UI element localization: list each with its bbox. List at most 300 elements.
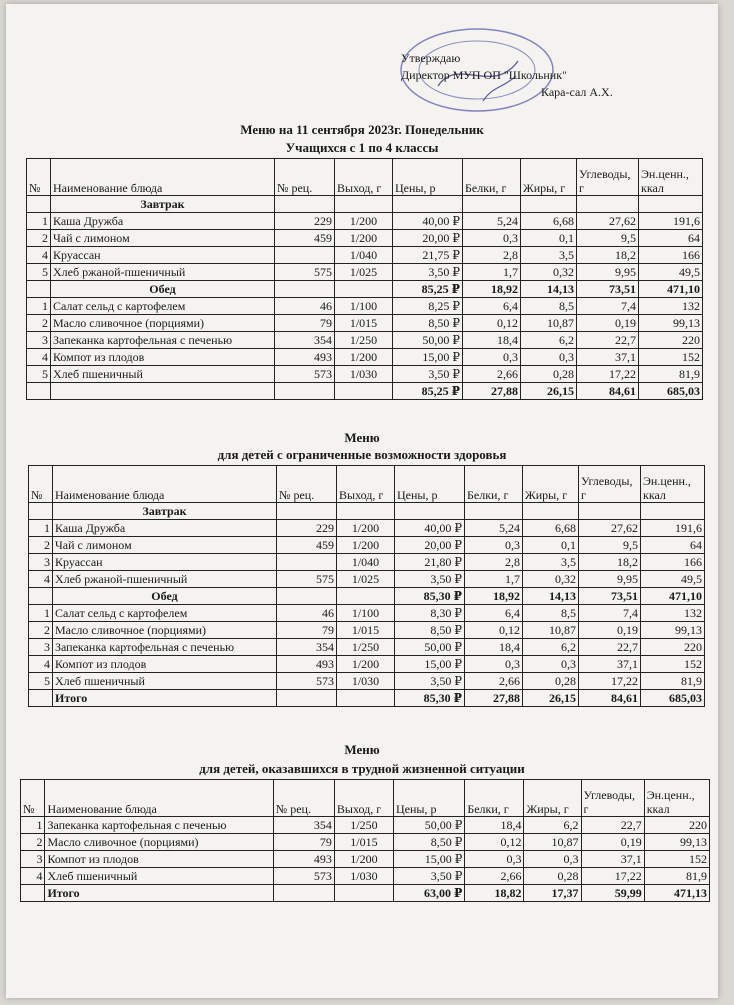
table-cell: 166	[641, 554, 705, 571]
table-cell: 220	[639, 332, 703, 349]
total-row-value: 26,15	[523, 690, 579, 707]
table-cell: 459	[275, 230, 335, 247]
table-cell	[277, 690, 337, 707]
column-header: Цены, р	[394, 780, 465, 817]
table-cell: 1/015	[335, 315, 393, 332]
total-row	[29, 690, 705, 707]
table-cell: 3,5	[521, 247, 577, 264]
table-cell: Запеканка картофельная с печенью	[53, 639, 277, 656]
table-cell: 229	[275, 213, 335, 230]
table-cell: 9,5	[579, 537, 641, 554]
table-row	[21, 834, 710, 851]
table-cell: 354	[275, 332, 335, 349]
table-cell: 0,3	[524, 851, 581, 868]
table-cell	[463, 196, 521, 213]
table-cell: Каша Дружба	[51, 213, 275, 230]
table-cell: 2,8	[465, 554, 523, 571]
table-cell: 9,95	[577, 264, 639, 281]
lunch-row-value: 18,92	[463, 281, 521, 298]
total-row-value: 685,03	[639, 383, 703, 400]
table-cell	[275, 281, 335, 298]
table-cell: 220	[644, 817, 709, 834]
total-row-value: 85,25 ₽	[393, 383, 463, 400]
total-row	[21, 885, 710, 902]
table-cell: Масло сливочное (порциями)	[45, 834, 273, 851]
table-cell: 152	[641, 656, 705, 673]
table-cell: 0,28	[523, 673, 579, 690]
table-cell: Хлеб пшеничный	[53, 673, 277, 690]
table-cell: 0,32	[523, 571, 579, 588]
section3-subtitle: для детей, оказавшихся в трудной жизненной ситуации	[199, 761, 525, 776]
column-header: Белки, г	[463, 159, 521, 196]
table-cell	[275, 196, 335, 213]
table-cell: 573	[273, 868, 334, 885]
table-cell: 10,87	[524, 834, 581, 851]
table-cell: 22,7	[579, 639, 641, 656]
lunch-row-label: Обед	[53, 588, 277, 605]
table-cell: 22,7	[581, 817, 644, 834]
table-cell: 6,2	[524, 817, 581, 834]
table-cell	[337, 690, 395, 707]
table-cell: 0,28	[521, 366, 577, 383]
table-cell: 2,8	[463, 247, 521, 264]
menu-table-2	[28, 465, 705, 707]
table-cell	[577, 196, 639, 213]
table-cell	[335, 196, 393, 213]
table-cell: 1/250	[337, 639, 395, 656]
table-row	[29, 605, 705, 622]
table-cell: Запеканка картофельная с печенью	[45, 817, 273, 834]
table-cell: 7,4	[577, 298, 639, 315]
total-row-label: Итого	[45, 885, 273, 902]
table-cell: 1	[27, 213, 51, 230]
table-cell	[275, 247, 335, 264]
table-cell: Хлеб пшеничный	[51, 366, 275, 383]
table-row	[27, 264, 703, 281]
table-cell: 20,00 ₽	[395, 537, 465, 554]
table-cell: 5,24	[463, 213, 521, 230]
table-cell: 40,00 ₽	[393, 213, 463, 230]
table-cell	[639, 196, 703, 213]
total-row-value: 471,13	[644, 885, 709, 902]
table-cell: 220	[641, 639, 705, 656]
table-cell: 166	[639, 247, 703, 264]
table-cell: 1/030	[337, 673, 395, 690]
table-row	[29, 554, 705, 571]
total-row-value: 84,61	[577, 383, 639, 400]
table-cell: 1/250	[335, 332, 393, 349]
table-cell: 2,66	[465, 673, 523, 690]
menu-table-3	[20, 779, 710, 902]
table-cell: 0,19	[579, 622, 641, 639]
table-cell: 1/025	[335, 264, 393, 281]
column-header: №	[21, 780, 45, 817]
table-row	[29, 639, 705, 656]
column-header: №	[27, 159, 51, 196]
table-cell: 49,5	[639, 264, 703, 281]
table-cell: 229	[277, 520, 337, 537]
table-cell: 1/200	[334, 851, 393, 868]
table-cell: Хлеб ржаной-пшеничный	[51, 264, 275, 281]
column-header: Выход, г	[334, 780, 393, 817]
table-cell: 2	[29, 537, 53, 554]
table-cell: 459	[277, 537, 337, 554]
table-cell: 0,3	[463, 230, 521, 247]
table-cell	[29, 503, 53, 520]
table-cell: 6,2	[521, 332, 577, 349]
table-cell: Хлеб ржаной-пшеничный	[53, 571, 277, 588]
table-cell	[277, 588, 337, 605]
table-cell	[334, 885, 393, 902]
menu-table-1	[26, 158, 703, 400]
table-cell: Каша Дружба	[53, 520, 277, 537]
document-sheet	[6, 4, 718, 998]
section2-subtitle: для детей с ограниченные возможности здоровья	[217, 447, 507, 462]
table-cell: 3	[21, 851, 45, 868]
column-header: Наименование блюда	[45, 780, 273, 817]
table-cell: 493	[273, 851, 334, 868]
table-row	[27, 315, 703, 332]
table-cell: 8,5	[523, 605, 579, 622]
table-cell: 10,87	[523, 622, 579, 639]
table-cell: 6,68	[523, 520, 579, 537]
table-cell: 1/025	[337, 571, 395, 588]
table-cell: 3,50 ₽	[395, 571, 465, 588]
table-cell: 0,32	[521, 264, 577, 281]
table-cell: 3,50 ₽	[393, 366, 463, 383]
total-row-value: 85,30 ₽	[395, 690, 465, 707]
column-header: Жиры, г	[523, 466, 579, 503]
table-cell: 9,95	[579, 571, 641, 588]
table-cell: 50,00 ₽	[394, 817, 465, 834]
column-header: № рец.	[275, 159, 335, 196]
column-header: №	[29, 466, 53, 503]
table-row	[27, 349, 703, 366]
column-header: Выход, г	[335, 159, 393, 196]
lunch-row	[29, 588, 705, 605]
table-cell: 3	[29, 554, 53, 571]
table-cell: Хлеб пшеничный	[45, 868, 273, 885]
column-header: Цены, р	[395, 466, 465, 503]
table-cell: 493	[275, 349, 335, 366]
table-cell: 1	[29, 520, 53, 537]
table-cell: 0,3	[523, 656, 579, 673]
breakfast-row-label: Завтрак	[51, 196, 275, 213]
column-header: Белки, г	[465, 466, 523, 503]
table-cell: 0,12	[465, 622, 523, 639]
table-cell: 27,62	[577, 213, 639, 230]
table-cell: 2	[27, 315, 51, 332]
table-cell	[335, 281, 393, 298]
table-cell: 46	[277, 605, 337, 622]
total-row-value: 27,88	[465, 690, 523, 707]
table-cell: 3,50 ₽	[394, 868, 465, 885]
table-cell: 3	[29, 639, 53, 656]
table-cell: 4	[27, 349, 51, 366]
table-cell: 1/200	[337, 537, 395, 554]
table-cell: 1/040	[335, 247, 393, 264]
table-cell: 1/200	[335, 349, 393, 366]
breakfast-row	[27, 196, 703, 213]
table-cell	[29, 588, 53, 605]
table-cell: 2	[27, 230, 51, 247]
table-cell: 1/015	[337, 622, 395, 639]
table-cell: 1/100	[337, 605, 395, 622]
total-row-value: 18,82	[465, 885, 524, 902]
column-header: Жиры, г	[521, 159, 577, 196]
table-cell: 354	[273, 817, 334, 834]
table-cell: 4	[29, 656, 53, 673]
table-cell: 49,5	[641, 571, 705, 588]
table-cell	[27, 196, 51, 213]
table-cell: 21,75 ₽	[393, 247, 463, 264]
table-cell: 7,4	[579, 605, 641, 622]
lunch-row-value: 85,30 ₽	[395, 588, 465, 605]
table-cell: 5	[29, 673, 53, 690]
table-cell: 1/200	[337, 520, 395, 537]
table-cell: 8,50 ₽	[395, 622, 465, 639]
column-header: Эн.ценн., ккал	[644, 780, 709, 817]
table-cell: 4	[21, 868, 45, 885]
table-cell: 81,9	[639, 366, 703, 383]
table-cell: 573	[275, 366, 335, 383]
table-cell: 8,30 ₽	[395, 605, 465, 622]
table-cell	[273, 885, 334, 902]
table-header-row	[29, 466, 705, 503]
total-row-value: 84,61	[579, 690, 641, 707]
column-header: Выход, г	[337, 466, 395, 503]
table-cell: 1/250	[334, 817, 393, 834]
table-cell: 18,4	[465, 817, 524, 834]
section3-title: Меню	[344, 742, 380, 757]
table-cell: 15,00 ₽	[395, 656, 465, 673]
lunch-row-label: Обед	[51, 281, 275, 298]
table-cell: Масло сливочное (порциями)	[51, 315, 275, 332]
section2-title: Меню	[344, 430, 380, 445]
table-cell: 132	[641, 605, 705, 622]
table-cell: 15,00 ₽	[394, 851, 465, 868]
table-cell	[275, 383, 335, 400]
column-header: Жиры, г	[524, 780, 581, 817]
total-row-value: 27,88	[463, 383, 521, 400]
table-cell: 0,12	[463, 315, 521, 332]
lunch-row-value: 471,10	[641, 588, 705, 605]
table-cell: 6,2	[523, 639, 579, 656]
lunch-row-value: 14,13	[523, 588, 579, 605]
table-cell: 17,22	[581, 868, 644, 885]
column-header: № рец.	[273, 780, 334, 817]
table-cell: 1	[29, 605, 53, 622]
table-cell: Салат сельд с картофелем	[51, 298, 275, 315]
table-cell	[393, 196, 463, 213]
table-cell: 64	[641, 537, 705, 554]
table-cell: 2,66	[463, 366, 521, 383]
table-cell: 79	[273, 834, 334, 851]
table-cell: 3	[27, 332, 51, 349]
table-cell: 3,50 ₽	[393, 264, 463, 281]
table-cell: 64	[639, 230, 703, 247]
table-cell	[465, 503, 523, 520]
breakfast-row	[29, 503, 705, 520]
table-cell: 37,1	[581, 851, 644, 868]
table-cell: 1/200	[335, 230, 393, 247]
table-row	[21, 851, 710, 868]
table-cell: 1	[21, 817, 45, 834]
table-cell: 8,50 ₽	[393, 315, 463, 332]
table-cell: 2	[21, 834, 45, 851]
table-cell: 81,9	[644, 868, 709, 885]
approval-line-3: Кара-сал А.Х.	[541, 85, 613, 99]
total-row-value: 59,99	[581, 885, 644, 902]
table-cell: 0,1	[523, 537, 579, 554]
table-cell	[277, 554, 337, 571]
column-header: Эн.ценн., ккал	[639, 159, 703, 196]
table-cell: 152	[639, 349, 703, 366]
table-cell: 50,00 ₽	[393, 332, 463, 349]
table-row	[27, 230, 703, 247]
table-cell: 17,22	[577, 366, 639, 383]
total-row	[27, 383, 703, 400]
table-cell: 99,13	[639, 315, 703, 332]
table-cell: 8,50 ₽	[394, 834, 465, 851]
table-cell: 8,5	[521, 298, 577, 315]
column-header: Наименование блюда	[53, 466, 277, 503]
table-cell: 99,13	[641, 622, 705, 639]
column-header: Углеводы, г	[581, 780, 644, 817]
table-cell: Круассан	[53, 554, 277, 571]
table-cell: 18,4	[465, 639, 523, 656]
table-cell: 0,1	[521, 230, 577, 247]
table-cell: 152	[644, 851, 709, 868]
table-row	[21, 817, 710, 834]
table-cell: Компот из плодов	[51, 349, 275, 366]
table-cell: 40,00 ₽	[395, 520, 465, 537]
approval-line-1: Утверждаю	[401, 51, 461, 65]
table-cell: 8,25 ₽	[393, 298, 463, 315]
table-cell: 79	[275, 315, 335, 332]
table-header-row	[27, 159, 703, 196]
approval-block	[401, 50, 613, 101]
table-row	[29, 520, 705, 537]
table-cell: 0,19	[577, 315, 639, 332]
table-cell: 1/030	[335, 366, 393, 383]
section1-title: Меню на 11 сентября 2023г. Понедельник	[240, 122, 484, 137]
table-cell: 9,5	[577, 230, 639, 247]
table-cell: 20,00 ₽	[393, 230, 463, 247]
table-cell: Круассан	[51, 247, 275, 264]
table-row	[27, 247, 703, 264]
total-row-label	[51, 383, 275, 400]
table-cell: 10,87	[521, 315, 577, 332]
table-row	[29, 571, 705, 588]
table-cell: 5,24	[465, 520, 523, 537]
lunch-row-value: 73,51	[577, 281, 639, 298]
table-cell: 573	[277, 673, 337, 690]
table-cell: 2,66	[465, 868, 524, 885]
table-cell	[395, 503, 465, 520]
table-cell	[337, 503, 395, 520]
total-row-value: 63,00 ₽	[394, 885, 465, 902]
lunch-row	[27, 281, 703, 298]
table-cell: 191,6	[641, 520, 705, 537]
table-cell: Компот из плодов	[53, 656, 277, 673]
table-cell: Чай с лимоном	[53, 537, 277, 554]
table-cell: 2	[29, 622, 53, 639]
table-row	[29, 537, 705, 554]
table-cell: 5	[27, 366, 51, 383]
column-header: Белки, г	[465, 780, 524, 817]
table-header-row	[21, 780, 710, 817]
table-cell: 6,4	[465, 605, 523, 622]
table-cell	[27, 281, 51, 298]
table-cell: 493	[277, 656, 337, 673]
table-cell: 18,4	[463, 332, 521, 349]
table-cell: 46	[275, 298, 335, 315]
table-cell: 1,7	[463, 264, 521, 281]
table-cell: 18,2	[577, 247, 639, 264]
column-header: Углеводы, г	[579, 466, 641, 503]
table-cell: 6,4	[463, 298, 521, 315]
table-cell: 0,3	[521, 349, 577, 366]
table-cell: 18,2	[579, 554, 641, 571]
table-cell: 22,7	[577, 332, 639, 349]
table-cell: 37,1	[579, 656, 641, 673]
table-cell: Масло сливочное (порциями)	[53, 622, 277, 639]
table-cell: 4	[29, 571, 53, 588]
table-cell: 1/200	[335, 213, 393, 230]
lunch-row-value: 471,10	[639, 281, 703, 298]
table-cell: 354	[277, 639, 337, 656]
table-cell	[277, 503, 337, 520]
table-cell: 1/200	[337, 656, 395, 673]
table-cell	[337, 588, 395, 605]
table-row	[27, 332, 703, 349]
table-cell	[523, 503, 579, 520]
table-cell: 99,13	[644, 834, 709, 851]
column-header: Эн.ценн., ккал	[641, 466, 705, 503]
table-cell: 0,3	[465, 537, 523, 554]
table-cell: 575	[277, 571, 337, 588]
table-cell	[27, 383, 51, 400]
lunch-row-value: 73,51	[579, 588, 641, 605]
table-cell	[335, 383, 393, 400]
table-cell: 0,3	[465, 656, 523, 673]
table-cell: 0,3	[465, 851, 524, 868]
table-row	[27, 366, 703, 383]
table-cell: 191,6	[639, 213, 703, 230]
column-header: № рец.	[277, 466, 337, 503]
table-cell	[21, 885, 45, 902]
lunch-row-value: 18,92	[465, 588, 523, 605]
table-cell: 0,28	[524, 868, 581, 885]
section1-subtitle: Учащихся с 1 по 4 классы	[285, 140, 439, 155]
total-row-value: 17,37	[524, 885, 581, 902]
table-cell: 81,9	[641, 673, 705, 690]
table-cell: 1	[27, 298, 51, 315]
table-cell: 1/100	[335, 298, 393, 315]
table-cell: Чай с лимоном	[51, 230, 275, 247]
table-cell: 0,12	[465, 834, 524, 851]
table-row	[27, 213, 703, 230]
table-row	[29, 622, 705, 639]
table-cell: 1,7	[465, 571, 523, 588]
table-cell	[579, 503, 641, 520]
column-header: Углеводы, г	[577, 159, 639, 196]
approval-line-2: Директор МУП ОП "Школьник"	[401, 68, 567, 82]
table-cell: 1/030	[334, 868, 393, 885]
lunch-row-value: 14,13	[521, 281, 577, 298]
table-cell: 5	[27, 264, 51, 281]
